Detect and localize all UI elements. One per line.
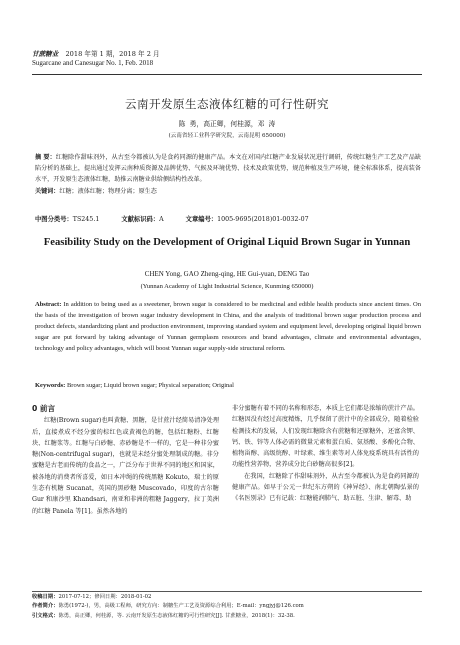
english-title: Feasibility Study on the Development of Original Liquid Brown Sugar in Yunnan [43, 237, 411, 248]
article-id: 文章编号：1005-9695(2018)01-0032-07 [185, 216, 309, 223]
journal-name-en: Sugarcane and Canesugar No. 1, Feb. 2018 [32, 59, 154, 67]
chinese-title: 云南开发原生态液体红糖的可行性研究 [125, 97, 329, 111]
issue-info-cn: 2018 年第 1 期，2018 年 2 月 [65, 50, 160, 58]
chinese-authors: 陈 勇，高正卿，何桂源，邓 涛 [178, 120, 276, 128]
footnote-received: 收稿日期：2017-07-12；修回日期：2018-01-02 [32, 594, 152, 600]
english-keywords [35, 382, 421, 389]
journal-name-cn: 甘蔗糖业 [32, 50, 59, 58]
footnote-author: 作者简介：陈勇(1972-)，男，高级工程师，研究方向：制糖生产工艺及资源综合利用；E-mail：yngjyj@126.com [32, 603, 304, 610]
clc-number: 中图分类号：TS245.1 [35, 216, 100, 223]
keywords-label-cn: 关键词： [35, 187, 60, 195]
english-affiliation: (Yunnan Academy of Light Industrial Science, Kunming 650000) [140, 283, 314, 290]
abstract-text-cn: 红糖除作甜味剂外，从古至今都被认为是食药同源的健康产品。本文在对国内红糖产业发展状况进行调研，传统红糖生产工艺及产品缺陷分析的基础上，提出通过发挥云南种质资源及品牌优势、气候及环境优势、技术及政策优势，规范种植及生产环境，健全标准体系，提高装备水平，开发原生态液体红糖，助推云南糖业供给侧结构性改革。 [35, 154, 421, 184]
body-left-column [32, 403, 219, 517]
keywords-text-en: Brown sugar; Liquid brown sugar; Physical separation; Original [66, 382, 234, 389]
footnotes [32, 593, 422, 621]
footnote-rule [32, 591, 422, 592]
chinese-affiliation: (云南省轻工业科学研究院，云南昆明 650000) [168, 133, 286, 139]
keywords-label-en: Keywords: [35, 382, 66, 389]
section-heading: 0 前言 [32, 404, 56, 413]
running-head [32, 50, 160, 68]
abstract-label-en: Abstract: [35, 301, 62, 308]
chinese-abstract [35, 152, 421, 197]
document-code: 文献标识码：A [121, 216, 164, 223]
body-paragraph: 红糖(Brown sugar)也叫黄糖、黑糖，是甘蔗汁经简易清净处理后，直接煮成不经分蜜的棕红色或黄褐色的糖，包括红糖粉、红糖块、红糖浆等。红糖与白砂糖、赤砂糖是不一样的，它是一种非分蜜糖(Non-centrifugal sugar)，也就是未经分蜜处理制成的糖。非分蜜糖是古老而传统的食品之一，广泛分布于世界不同的地区和国家，被各地的消费者所喜爱，如日本冲绳的传统黑糖 Kokuto，瑞士的原生态有机糖 Sucanat，英国的黑砂糖 Muscovado，印度的古尔糖 Gur 和康沙里 Khandsari，南亚和非洲的粗糖 Jaggery，拉丁美洲的红糖 Panela 等[1]。虽然各地的 [32, 417, 220, 515]
body-paragraph: 非分蜜糖有着不同的名称和形态，本质上它们都是浓缩的蔗汁产品。红糖因没有经过高度精炼，几乎保留了蔗汁中的全部成分，随着检验检测技术的发展，人们发现红糖除含有蔗糖和还原糖外，还富含钾、钙、铁、锌等人体必需的微量元素和蛋白质、氨基酸、多酚化合物、植物甾醇、高级烷醇、叶绿素、维生素等对人体免疫系统具有活性的功能性营养物，营养成分比白砂糖高很多[2]。 [232, 405, 419, 469]
keywords-text-cn: 红糖；液体红糖；物理分离；原生态 [59, 187, 157, 195]
body-paragraph: 在我国，红糖除了作甜味剂外，从古至今都被认为是食药同源的健康产品。如早于公元一世纪东方朔的《神异经》、南北朝陶弘景的《名医别录》已有记载：红糖能润肺气、助五脏、生津、解毒、助 [232, 472, 419, 503]
english-authors: CHEN Yong, GAO Zheng-qing, HE Gui-yuan, DENG Tao [144, 270, 310, 278]
abstract-label-cn: 摘 要： [35, 154, 56, 161]
header-rule [32, 74, 422, 75]
footnote-citation: 引文格式：陈勇，高正卿，何桂源，等. 云南开发原生态液体红糖的可行性研究[J]. 甘蔗糖业，2018(1)：32-38. [32, 612, 295, 619]
classification-line [35, 214, 421, 225]
body-right-column [232, 403, 419, 505]
abstract-text-en: In addition to being used as a sweetener, brown sugar is considered to be medicinal and edible health products since ancient times. On the basis of the investigation of brown sugar industry development in China, and the analysis of traditional brown sugar production process and product defects, standardizing plant and production environment, improving standard system and equipment level, developing original liquid brown sugar are put forward by taking advantage of Yunnan germplasm resources and brand advantages, climate and environmental advantages, technology and policy advantages, which will boost Yunnan sugar supply-side structural reform. [35, 301, 421, 352]
english-abstract [35, 300, 421, 355]
